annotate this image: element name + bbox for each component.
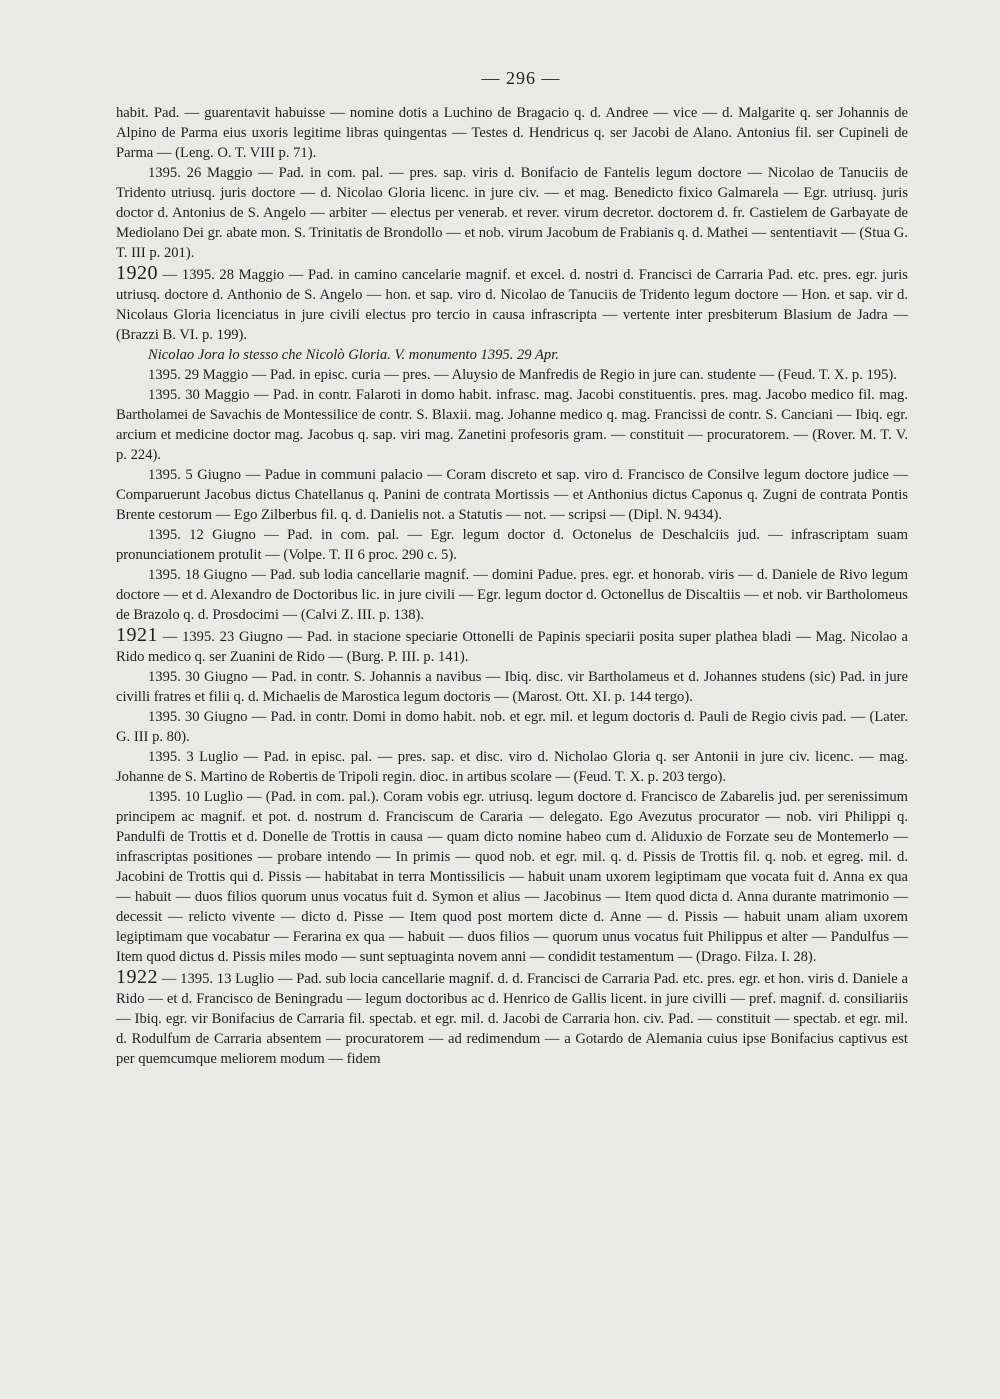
- paragraph-numbered-entry: [116, 263, 908, 345]
- document-number: 1920: [116, 262, 158, 284]
- paragraph-entry: 1395. 30 Giugno — Pad. in contr. Domi in domo habit. nob. et egr. mil. et legum doctoris d. Pauli de Regio civis pad. — (Later. G. III p. 80).: [116, 709, 908, 745]
- entry-text: — 1395. 28 Maggio — Pad. in camino cancelarie magnif. et excel. d. nostri d. Francisci de Carraria Pad. etc. pres. egr. juris utriusq. doctore d. Anthonio de S. Angelo — hon. et sap. viro d. Nicolao de Tanuciis de Tridento legum doctore — Hon. et sap. vir d. Nicolaus Gloria licenciatus in jure civili electus pro tercio in causa infrascripta — vertente inter presbiterum Blasium de Jadra — (Brazzi B. VI. p. 199).: [116, 267, 908, 343]
- paragraph-entry: 1395. 30 Giugno — Pad. in contr. S. Johannis a navibus — Ibiq. disc. vir Bartholameus et d. Johannes studens (sic) Pad. in jure civilli fratres et filii q. d. Michaelis de Marostica legum doctoris — (Marost. Ott. XI. p. 144 tergo).: [116, 669, 908, 705]
- paragraph-continuation: habit. Pad. — guarentavit habuisse — nomine dotis a Luchino de Bragacio q. d. Andree — vice — d. Malgarite q. ser Johannis de Alpino de Parma eius uxoris legitime libras quingentas — Testes d. Hendricus q. ser Jacobi de Alano. Antonius fil. ser Cupineli de Parma — (Leng. O. T. VIII p. 71).: [116, 105, 908, 161]
- editorial-note: Nicolao Jora lo stesso che Nicolò Gloria. V. monumento 1395. 29 Apr.: [148, 347, 559, 363]
- page-number: — 296 —: [481, 68, 561, 88]
- document-body: [116, 103, 908, 1069]
- paragraph-numbered-entry: [116, 967, 908, 1069]
- paragraph-entry: 1395. 3 Luglio — Pad. in episc. pal. — pres. sap. et disc. viro d. Nicholao Gloria q. ser Antonii in jure civ. licenc. — mag. Johanne de S. Martino de Robertis de Tripoli regin. dioc. in artibus scolare — (Feud. T. X. p. 203 tergo).: [116, 749, 908, 785]
- paragraph-entry: 1395. 10 Luglio — (Pad. in com. pal.). Coram vobis egr. utriusq. legum doctore d. Francisco de Zabarelis jud. per serenissimum principem ac magnif. et pot. d. nostrum d. Franciscum de Cararia — delegato. Ego Avezutus procurator — nob. viri Philippi q. Pandulfi de Trottis et d. Donelle de Trottis in causa — quam dicto nomine habeo cum d. Aliduxio de Forzate seu de Montemerlo — infrascriptas positiones — probare intendo — In primis — quod nob. et egr. mil. q. d. Pissis de Trottis fil. q. nob. et egreg. mil. d. Jacobini de Trottis qui d. Pissis — habitabat in terra Montissilicis — habuit unam uxorem legiptimam que vocata fuit d. Anna ex qua — habuit — duos filios quorum unus vocatus fuit d. Symon et alius — Jacobinus — Item quod dicta d. Anna durante matrimonio — decessit — relicto vivente — dicto d. Pisse — Item quod post mortem dicte d. Anne — d. Pissis — habuit unam aliam uxorem legiptimam que vocabatur — Ferarina ex qua — habuit — duos filios — quorum unus vocatus fuit Philippus et alter — Pandulfus — Item quod dictus d. Pissis miles modo — sunt septuaginta novem anni — condidit testamentum — (Drago. Filza. I. 28).: [116, 789, 908, 965]
- paragraph-entry: 1395. 29 Maggio — Pad. in episc. curia — pres. — Aluysio de Manfredis de Regio in jure can. studente — (Feud. T. X. p. 195).: [148, 367, 897, 383]
- paragraph-entry: 1395. 30 Maggio — Pad. in contr. Falaroti in domo habit. infrasc. mag. Jacobi constituentis. pres. mag. Jacobo medico fil. mag. Bartholamei de Savachis de Montessilice de contr. S. Blaxii. mag. Johanne medico q. mag. Francissi de contr. S. Canciani — Ibiq. egr. arcium et medicine doctor mag. Jacobus q. sap. viri mag. Zanetini profesoris gram. — constituit — procuratorem. — (Rover. M. T. V. p. 224).: [116, 387, 908, 463]
- paragraph-entry: 1395. 26 Maggio — Pad. in com. pal. — pres. sap. viris d. Bonifacio de Fantelis legum doctore — Nicolao de Tanuciis de Tridento utriusq. juris doctore — d. Nicolao Gloria licenc. in jure civ. — et mag. Benedicto fixico Galmarela — Egr. utriusq. juris doctor d. Antonius de S. Angelo — arbiter — electus per venerab. et rever. virum decretor. doctorem d. fr. Castielem de Garbayate de Mediolano Dei gr. abate mon. S. Trinitatis de Brondollo — et nob. virum Jacobum de Frabianis q. d. Mathei — sententiavit — (Stua G. T. III p. 201).: [116, 165, 908, 261]
- document-number: 1921: [116, 624, 158, 646]
- paragraph-numbered-entry: [116, 625, 908, 667]
- paragraph-entry: 1395. 12 Giugno — Pad. in com. pal. — Egr. legum doctor d. Octonelus de Deschalciis jud. — infrascriptam suam pronunciationem protulit — (Volpe. T. II 6 proc. 290 c. 5).: [116, 527, 908, 563]
- document-number: 1922: [116, 966, 158, 988]
- paragraph-entry: 1395. 5 Giugno — Padue in communi palacio — Coram discreto et sap. viro d. Francisco de Consilve legum doctore judice — Comparuerunt Jacobus dictus Chatellanus q. Panini de contrata Mortissis — et Anthonius dictus Caponus q. Zugni de contrata Pontis Brente cestorum — Ego Zilberbus fil. q. d. Danielis not. a Statutis — not. — scripsi — (Dipl. N. 9434).: [116, 467, 908, 523]
- entry-text: — 1395. 23 Giugno — Pad. in stacione speciarie Ottonelli de Papinis speciarii posita super plathea bladi — Mag. Nicolao a Rido medico q. ser Zuanini de Rido — (Burg. P. III. p. 141).: [116, 629, 908, 665]
- entry-text: — 1395. 13 Luglio — Pad. sub locia cancellarie magnif. d. d. Francisci de Carraria Pad. etc. pres. egr. et hon. viris d. Daniele a Rido — et d. Francisco de Beningradu — legum doctoribus ac d. Henrico de Gallis licent. in jure civilli — pref. magnif. d. consiliariis — Ibiq. egr. vir Bonifacius de Carraria fil. spectab. et egr. mil. d. Jacobi de Carraria hon. civ. Pad. — constituit — spectab. et egr. mil. d. Rodulfum de Carraria absentem — procuratorem — ad redimendum — a Gotardo de Alemania cuius ipse Bonifacius captivus est per quemcumque meliorem modum — fidem: [116, 971, 908, 1067]
- paragraph-entry: 1395. 18 Giugno — Pad. sub lodia cancellarie magnif. — domini Padue. pres. egr. et honorab. viris — d. Daniele de Rivo legum doctore — et d. Alexandro de Doctoribus lic. in jure civili — Egr. legum doctor d. Octonellus de Discaltiis — et nob. vir Bartholomeus de Brazolo q. d. Prosdocimi — (Calvi Z. III. p. 138).: [116, 567, 908, 623]
